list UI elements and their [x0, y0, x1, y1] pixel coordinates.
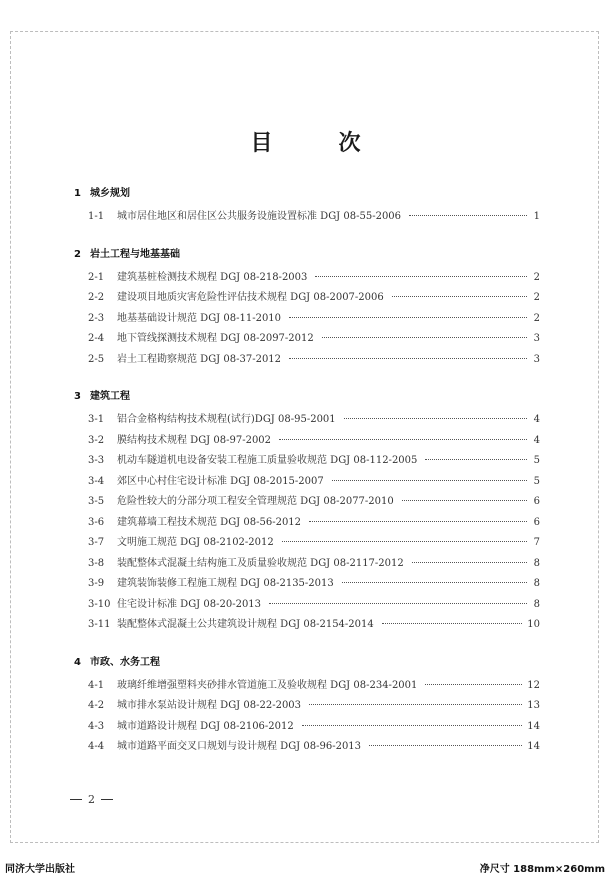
leader-dots [302, 725, 523, 726]
leader-dots [409, 215, 527, 216]
section-heading: 3 建筑工程 [74, 391, 130, 402]
toc-entry[interactable]: 3-10 住宅设计标准 DGJ 08-20-2013 8 [88, 598, 540, 610]
toc-entry[interactable]: 2-4 地下管线探测技术规程 DGJ 08-2097-2012 3 [88, 333, 540, 344]
leader-dots [425, 684, 522, 685]
publisher: 同济大学出版社 [5, 864, 75, 875]
leader-dots [412, 562, 527, 563]
leader-dots [309, 704, 522, 705]
leader-dots [315, 276, 527, 277]
leader-dots [382, 623, 523, 624]
leader-dots [289, 317, 527, 318]
toc-entry[interactable]: 3-5 危险性较大的分部分项工程安全管理规范 DGJ 08-2077-2010 6 [88, 496, 540, 507]
page-title: 目 次 [250, 130, 383, 156]
toc-entry[interactable]: 4-2 城市排水泵站设计规程 DGJ 08-22-2003 13 [88, 700, 540, 711]
toc-entry[interactable]: 3-3 机动车隧道机电设备安装工程施工质量验收规范 DGJ 08-112-2005 5 [88, 455, 540, 466]
toc-entry[interactable]: 4-1 玻璃纤维增强塑料夹砂排水管道施工及验收规程 DGJ 08-234-2001 12 [88, 679, 540, 691]
leader-dots [322, 337, 527, 338]
leader-dots [402, 500, 527, 501]
dash-left [70, 799, 82, 800]
leader-dots [282, 541, 527, 542]
toc-entry[interactable]: 4-3 城市道路设计规程 DGJ 08-2106-2012 14 [88, 720, 540, 732]
toc-entry[interactable]: 2-1 建筑基桩检测技术规程 DGJ 08-218-2003 2 [88, 271, 540, 283]
trim-size: 净尺寸 188mm×260mm [479, 864, 605, 875]
leader-dots [332, 480, 527, 481]
toc-entry[interactable]: 3-1 铝合金格构结构技术规程(试行)DGJ 08-95-2001 4 [88, 414, 540, 425]
dash-right [101, 799, 113, 800]
toc-entry[interactable]: 3-7 文明施工规范 DGJ 08-2102-2012 7 [88, 537, 540, 548]
toc-entry[interactable]: 3-9 建筑装饰装修工程施工规程 DGJ 08-2135-2013 8 [88, 578, 540, 589]
section-heading: 4 市政、水务工程 [74, 656, 160, 668]
leader-dots [392, 296, 527, 297]
page-number: 2 [64, 793, 119, 806]
leader-dots [342, 582, 527, 583]
toc-entry[interactable]: 2-5 岩土工程勘察规范 DGJ 08-37-2012 3 [88, 353, 540, 365]
table-of-contents [74, 187, 540, 758]
leader-dots [289, 358, 527, 359]
section-heading: 2 岩土工程与地基基础 [74, 248, 180, 260]
leader-dots [369, 745, 522, 746]
toc-entry[interactable]: 3-8 装配整体式混凝土结构施工及质量验收规范 DGJ 08-2117-2012 8 [88, 557, 540, 569]
footer [0, 856, 611, 876]
toc-entry[interactable]: 3-11 装配整体式混凝土公共建筑设计规程 DGJ 08-2154-2014 10 [88, 619, 540, 630]
leader-dots [344, 418, 527, 419]
toc-entry[interactable]: 4-4 城市道路平面交叉口规划与设计规程 DGJ 08-96-2013 14 [88, 741, 540, 752]
toc-entry[interactable]: 3-6 建筑幕墙工程技术规范 DGJ 08-56-2012 6 [88, 516, 540, 528]
section-heading: 1 城乡规划 [74, 188, 130, 199]
toc-entry[interactable]: 3-2 膜结构技术规程 DGJ 08-97-2002 4 [88, 434, 540, 446]
toc-entry[interactable]: 2-2 建设项目地质灾害危险性评估技术规程 DGJ 08-2007-2006 2 [88, 292, 540, 303]
toc-entry[interactable]: 2-3 地基基础设计规范 DGJ 08-11-2010 2 [88, 312, 540, 324]
leader-dots [279, 439, 527, 440]
leader-dots [425, 459, 527, 460]
leader-dots [269, 603, 527, 604]
toc-entry[interactable]: 3-4 郊区中心村住宅设计标准 DGJ 08-2015-2007 5 [88, 475, 540, 487]
toc-entry[interactable]: 1-1 城市居住地区和居住区公共服务设施设置标准 DGJ 08-55-2006 1 [88, 211, 540, 222]
leader-dots [309, 521, 527, 522]
